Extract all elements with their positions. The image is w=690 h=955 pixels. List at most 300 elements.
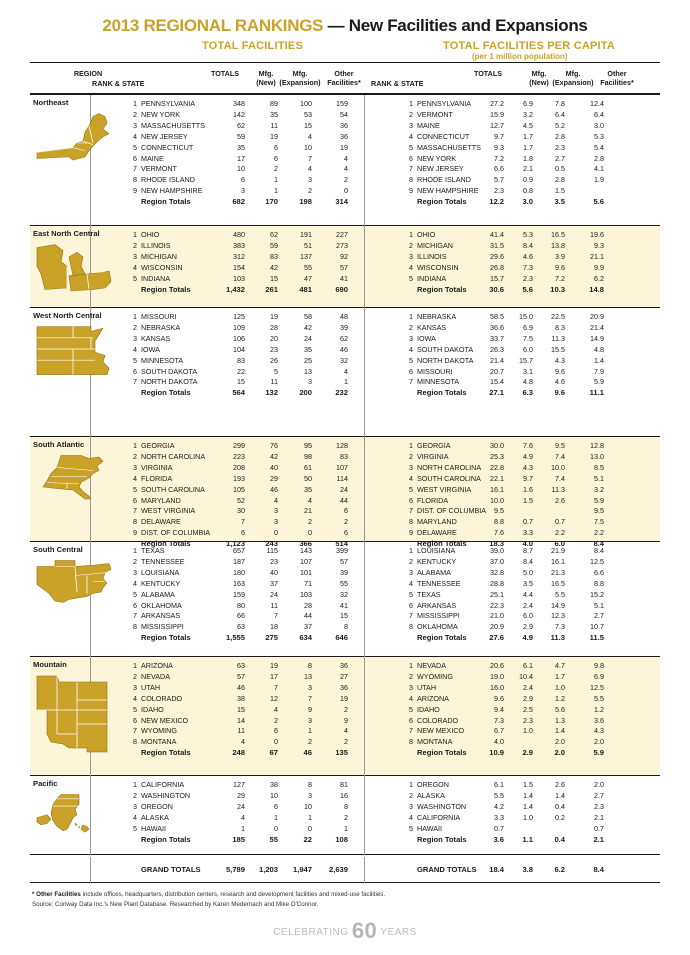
cell-value: 21 bbox=[304, 506, 312, 516]
cell-value: 8 bbox=[344, 622, 348, 632]
table-row bbox=[30, 506, 660, 517]
total-value: 27.6 bbox=[489, 633, 504, 643]
cell-value: 19 bbox=[270, 661, 278, 670]
state-name: WYOMING bbox=[417, 671, 453, 681]
rank-number: 6 bbox=[133, 715, 137, 725]
state-name: WEST VIRGINIA bbox=[417, 484, 472, 494]
cell-value: 57 bbox=[340, 556, 348, 566]
cell-value: 348 bbox=[233, 99, 245, 108]
cell-value: 7 bbox=[308, 693, 312, 703]
cell-value: 25 bbox=[304, 355, 312, 365]
footer-pre: CELEBRATING bbox=[273, 927, 352, 938]
state-name: DIST. OF COLUMBIA bbox=[141, 528, 211, 538]
cell-value: 4.3 bbox=[594, 726, 604, 736]
cell-value: 24 bbox=[270, 589, 278, 599]
cell-value: 21.1 bbox=[590, 251, 604, 261]
rank-number: 6 bbox=[133, 366, 137, 376]
state-name: NEW HAMPSHIRE bbox=[141, 186, 203, 196]
total-value: 11.5 bbox=[589, 633, 604, 643]
cell-value: 107 bbox=[336, 462, 348, 472]
total-value: 170 bbox=[265, 197, 278, 207]
cell-value: 0.2 bbox=[555, 812, 565, 822]
cell-value: 6 bbox=[274, 726, 278, 736]
grand-totals-label: GRAND TOTALS bbox=[417, 865, 477, 874]
cell-value: 4.3 bbox=[523, 462, 533, 472]
cell-value: 46 bbox=[270, 484, 278, 494]
grand-total-value: 3.8 bbox=[522, 865, 533, 874]
total-value: 2.9 bbox=[522, 748, 533, 758]
cell-value: 7.3 bbox=[523, 262, 533, 272]
cell-value: 9.7 bbox=[494, 131, 504, 141]
rank-number: 8 bbox=[133, 175, 137, 185]
cell-value: 6.6 bbox=[494, 164, 504, 174]
cell-value: 16.0 bbox=[490, 682, 504, 692]
region-block-south-central bbox=[30, 542, 660, 657]
cell-value: 58 bbox=[304, 312, 312, 321]
cell-value: 16.5 bbox=[551, 230, 565, 239]
state-name: CALIFORNIA bbox=[417, 812, 461, 822]
cell-value: 2.8 bbox=[594, 153, 604, 163]
state-name: NEW JERSEY bbox=[417, 164, 464, 174]
state-name: MONTANA bbox=[141, 737, 177, 747]
cell-value: 39.0 bbox=[490, 546, 504, 555]
cell-value: 4 bbox=[344, 164, 348, 174]
cell-value: 1.2 bbox=[594, 704, 604, 714]
cell-value: 107 bbox=[300, 556, 312, 566]
table-row bbox=[30, 230, 660, 241]
cell-value: 5.5 bbox=[555, 589, 565, 599]
cell-value: 61 bbox=[304, 462, 312, 472]
cell-value: 5.3 bbox=[594, 131, 604, 141]
table-row bbox=[30, 802, 660, 813]
cell-value: 20.6 bbox=[490, 661, 504, 670]
region-name: East North Central bbox=[33, 229, 100, 238]
total-value: 564 bbox=[232, 388, 245, 398]
total-value: 10.9 bbox=[489, 748, 504, 758]
rank-number: 4 bbox=[133, 578, 137, 588]
table-row bbox=[30, 737, 660, 748]
state-name: COLORADO bbox=[141, 693, 183, 703]
cell-value: 1.4 bbox=[555, 726, 565, 736]
right-section-title: TOTAL FACILITIES PER CAPITA bbox=[443, 40, 616, 52]
region-divider bbox=[30, 854, 660, 855]
cell-value: 37.0 bbox=[490, 556, 504, 566]
cell-value: 24 bbox=[304, 333, 312, 343]
cell-value: 3 bbox=[274, 517, 278, 527]
cell-value: 4 bbox=[241, 812, 245, 822]
state-name: WISCONSIN bbox=[417, 262, 459, 272]
state-name: KANSAS bbox=[141, 333, 171, 343]
rank-number: 1 bbox=[133, 546, 137, 555]
cell-value: 15 bbox=[304, 120, 312, 130]
cell-value: 103 bbox=[300, 589, 312, 599]
cell-value: 1 bbox=[274, 186, 278, 196]
cell-value: 40 bbox=[270, 462, 278, 472]
cell-value: 19.6 bbox=[590, 230, 604, 239]
cell-value: 12.5 bbox=[590, 556, 604, 566]
header-rank-state-left: RANK & STATE bbox=[92, 79, 145, 88]
rank-number: 1 bbox=[133, 441, 137, 450]
state-name: KENTUCKY bbox=[141, 578, 181, 588]
total-value: 634 bbox=[299, 633, 312, 643]
cell-value: 2.1 bbox=[523, 164, 533, 174]
cell-value: 55 bbox=[304, 262, 312, 272]
cell-value: 1.7 bbox=[555, 671, 565, 681]
rank-number: 5 bbox=[133, 142, 137, 152]
cell-value: 15.5 bbox=[551, 344, 565, 354]
cell-value: 8 bbox=[308, 661, 312, 670]
cell-value: 127 bbox=[233, 780, 245, 789]
cell-value: 2.0 bbox=[594, 780, 604, 789]
cell-value: 8.7 bbox=[523, 546, 533, 555]
region-totals-row bbox=[30, 633, 660, 644]
state-name: VERMONT bbox=[141, 164, 177, 174]
cell-value: 32 bbox=[340, 589, 348, 599]
table-row bbox=[30, 716, 660, 727]
rank-number: 7 bbox=[133, 164, 137, 174]
cell-value: 16.5 bbox=[551, 578, 565, 588]
cell-value: 4.8 bbox=[594, 344, 604, 354]
total-value: 12.2 bbox=[489, 197, 504, 207]
cell-value: 31.5 bbox=[490, 240, 504, 250]
grand-totals-rule bbox=[30, 882, 660, 884]
cell-value: 8.4 bbox=[523, 240, 533, 250]
cell-value: 9 bbox=[308, 704, 312, 714]
state-name: TENNESSEE bbox=[141, 556, 185, 566]
cell-value: 0.7 bbox=[594, 823, 604, 833]
state-name: GEORGIA bbox=[417, 441, 451, 450]
cell-value: 53 bbox=[304, 109, 312, 119]
total-value: 232 bbox=[335, 388, 348, 398]
cell-value: 4 bbox=[274, 495, 278, 505]
rank-number: 4 bbox=[409, 693, 413, 703]
cell-value: 1.4 bbox=[555, 790, 565, 800]
state-name: OHIO bbox=[141, 230, 160, 239]
state-name: KANSAS bbox=[417, 322, 447, 332]
rank-number: 4 bbox=[133, 812, 137, 822]
table-row bbox=[30, 110, 660, 121]
cell-value: 1.4 bbox=[523, 801, 533, 811]
region-totals-row bbox=[30, 835, 660, 846]
table-row bbox=[30, 474, 660, 485]
table-row bbox=[30, 672, 660, 683]
cell-value: 0 bbox=[308, 823, 312, 833]
cell-value: 6 bbox=[241, 175, 245, 185]
celebrating-footer bbox=[0, 918, 690, 944]
cell-value: 9.3 bbox=[494, 142, 504, 152]
cell-value: 1 bbox=[308, 726, 312, 736]
total-value: 1,555 bbox=[225, 633, 245, 643]
cell-value: 657 bbox=[233, 546, 245, 555]
cell-value: 2.6 bbox=[555, 780, 565, 789]
rank-number: 8 bbox=[409, 175, 413, 185]
cell-value: 35 bbox=[304, 344, 312, 354]
rank-number: 4 bbox=[133, 693, 137, 703]
state-name: SOUTH DAKOTA bbox=[417, 344, 474, 354]
cell-value: 13 bbox=[304, 366, 312, 376]
cell-value: 62 bbox=[270, 230, 278, 239]
table-row bbox=[30, 99, 660, 110]
state-name: MINNESOTA bbox=[141, 355, 184, 365]
state-name: IDAHO bbox=[141, 704, 164, 714]
rank-number: 5 bbox=[133, 355, 137, 365]
cell-value: 143 bbox=[300, 546, 312, 555]
cell-value: 7.5 bbox=[594, 517, 604, 527]
rank-number: 3 bbox=[409, 801, 413, 811]
total-value: 690 bbox=[335, 284, 348, 294]
cell-value: 24 bbox=[340, 484, 348, 494]
cell-value: 137 bbox=[300, 251, 312, 261]
cell-value: 12.4 bbox=[590, 99, 604, 108]
cell-value: 29.6 bbox=[490, 251, 504, 261]
cell-value: 159 bbox=[233, 589, 245, 599]
state-name: NEW YORK bbox=[417, 153, 457, 163]
cell-value: 2 bbox=[344, 517, 348, 527]
cell-value: 52 bbox=[237, 495, 245, 505]
cell-value: 9.6 bbox=[494, 693, 504, 703]
table-row bbox=[30, 323, 660, 334]
header-rank-state-right: RANK & STATE bbox=[371, 79, 424, 88]
state-name: FLORIDA bbox=[141, 473, 173, 483]
cell-value: 15 bbox=[237, 704, 245, 714]
total-value: 1.1 bbox=[522, 834, 533, 844]
rank-number: 2 bbox=[409, 556, 413, 566]
state-name: IOWA bbox=[417, 333, 436, 343]
cell-value: 36 bbox=[340, 661, 348, 670]
cell-value: 9.5 bbox=[555, 441, 565, 450]
cell-value: 8.5 bbox=[594, 462, 604, 472]
cell-value: 7.4 bbox=[555, 473, 565, 483]
cell-value: 11 bbox=[270, 600, 278, 610]
region-block-east-north-central bbox=[30, 226, 660, 308]
cell-value: 223 bbox=[233, 451, 245, 461]
total-value: 4.0 bbox=[522, 539, 533, 549]
table-row bbox=[30, 241, 660, 252]
cell-value: 15 bbox=[340, 611, 348, 621]
total-value: 14.8 bbox=[589, 284, 604, 294]
header-other-1-left: Other bbox=[334, 69, 354, 78]
cell-value: 2 bbox=[308, 186, 312, 196]
state-name: ARKANSAS bbox=[417, 600, 457, 610]
state-name: DELAWARE bbox=[141, 517, 181, 527]
region-totals-label: Region Totals bbox=[141, 284, 191, 294]
region-totals-label: Region Totals bbox=[141, 748, 191, 758]
table-row bbox=[30, 568, 660, 579]
region-totals-label: Region Totals bbox=[141, 834, 191, 844]
rank-number: 1 bbox=[409, 441, 413, 450]
state-name: MICHIGAN bbox=[141, 251, 177, 261]
header-mfg-exp-2-right: (Expansion) bbox=[552, 78, 594, 87]
cell-value: 187 bbox=[233, 556, 245, 566]
state-name: TEXAS bbox=[141, 546, 165, 555]
cell-value: 7.5 bbox=[523, 333, 533, 343]
table-row bbox=[30, 546, 660, 557]
total-value: 67 bbox=[269, 748, 278, 758]
header-region: REGION bbox=[73, 69, 103, 78]
cell-value: 0.7 bbox=[555, 517, 565, 527]
cell-value: 5.1 bbox=[594, 473, 604, 483]
cell-value: 4.0 bbox=[494, 737, 504, 747]
total-value: 55 bbox=[269, 834, 278, 844]
total-value: 5.6 bbox=[593, 197, 604, 207]
cell-value: 3.2 bbox=[594, 484, 604, 494]
cell-value: 2.7 bbox=[594, 790, 604, 800]
cell-value: 1.4 bbox=[523, 790, 533, 800]
table-row bbox=[30, 496, 660, 507]
table-row bbox=[30, 661, 660, 672]
cell-value: 0 bbox=[274, 823, 278, 833]
rank-number: 2 bbox=[409, 322, 413, 332]
source-note: Source: Conway Data Inc.'s New Plant Database. Researched by Karen Medernach and Mike O'Connor. bbox=[32, 901, 319, 908]
header-other-2-left: Facilities* bbox=[327, 78, 361, 87]
cell-value: 8.8 bbox=[494, 517, 504, 527]
cell-value: 22.1 bbox=[490, 473, 504, 483]
region-name: Pacific bbox=[33, 779, 58, 788]
cell-value: 2 bbox=[344, 175, 348, 185]
cell-value: 55 bbox=[340, 578, 348, 588]
cell-value: 1 bbox=[274, 812, 278, 822]
cell-value: 33.7 bbox=[490, 333, 504, 343]
cell-value: 2.3 bbox=[594, 801, 604, 811]
rank-number: 7 bbox=[409, 506, 413, 516]
table-row bbox=[30, 263, 660, 274]
region-totals-label: Region Totals bbox=[417, 748, 467, 758]
cell-value: 2.3 bbox=[555, 142, 565, 152]
cell-value: 9 bbox=[344, 715, 348, 725]
state-name: NEW MEXICO bbox=[141, 715, 189, 725]
rank-number: 2 bbox=[409, 451, 413, 461]
table-row bbox=[30, 175, 660, 186]
title-highlight: 2013 REGIONAL RANKINGS bbox=[102, 16, 324, 35]
cell-value: 39 bbox=[340, 322, 348, 332]
header-other-2-right: Facilities* bbox=[600, 78, 634, 87]
cell-value: 4.6 bbox=[523, 251, 533, 261]
state-name: WASHINGTON bbox=[417, 801, 467, 811]
region-totals-label: Region Totals bbox=[141, 539, 191, 549]
cell-value: 1.9 bbox=[594, 175, 604, 185]
total-value: 275 bbox=[265, 633, 278, 643]
table-row bbox=[30, 705, 660, 716]
cell-value: 106 bbox=[233, 333, 245, 343]
total-value: 0.4 bbox=[554, 834, 565, 844]
cell-value: 2.2 bbox=[594, 528, 604, 538]
state-name: DIST. OF COLUMBIA bbox=[417, 506, 487, 516]
cell-value: 7.9 bbox=[594, 366, 604, 376]
state-name: MINNESOTA bbox=[417, 377, 460, 387]
cell-value: 37 bbox=[270, 578, 278, 588]
cell-value: 2.3 bbox=[494, 186, 504, 196]
table-row bbox=[30, 154, 660, 165]
cell-value: 11.3 bbox=[551, 333, 565, 343]
cell-value: 36.6 bbox=[490, 322, 504, 332]
cell-value: 63 bbox=[237, 661, 245, 670]
rank-number: 4 bbox=[409, 131, 413, 141]
grand-total-value: 18.4 bbox=[489, 865, 504, 874]
cell-value: 3.9 bbox=[555, 251, 565, 261]
cell-value: 2.8 bbox=[555, 175, 565, 185]
cell-value: 2 bbox=[308, 517, 312, 527]
cell-value: 32 bbox=[340, 355, 348, 365]
cell-value: 163 bbox=[233, 578, 245, 588]
cell-value: 6.9 bbox=[594, 671, 604, 681]
state-name: NEW MEXICO bbox=[417, 726, 465, 736]
cell-value: 103 bbox=[233, 273, 245, 283]
cell-value: 2.1 bbox=[594, 812, 604, 822]
header-mfg-new-2-left: (New) bbox=[256, 78, 276, 87]
cell-value: 1.0 bbox=[555, 682, 565, 692]
grand-totals-label: GRAND TOTALS bbox=[141, 865, 201, 874]
region-name: Mountain bbox=[33, 660, 67, 669]
rank-number: 5 bbox=[409, 704, 413, 714]
rank-number: 4 bbox=[133, 473, 137, 483]
footnote-text: include offices, headquarters, distribution centers, research and development facilities and mixed-use facilities. bbox=[80, 891, 386, 898]
cell-value: 2.4 bbox=[523, 600, 533, 610]
cell-value: 6.0 bbox=[523, 344, 533, 354]
cell-value: 9.7 bbox=[523, 473, 533, 483]
header-bottom-rule bbox=[30, 93, 660, 95]
cell-value: 41 bbox=[340, 273, 348, 283]
table-row bbox=[30, 312, 660, 323]
cell-value: 6 bbox=[241, 528, 245, 538]
cell-value: 19 bbox=[340, 693, 348, 703]
total-value: 30.6 bbox=[489, 284, 504, 294]
cell-value: 383 bbox=[233, 240, 245, 250]
cell-value: 20.9 bbox=[490, 622, 504, 632]
footnote bbox=[32, 890, 662, 910]
rank-number: 3 bbox=[133, 251, 137, 261]
rank-number: 6 bbox=[133, 495, 137, 505]
total-value: 18.3 bbox=[489, 539, 504, 549]
cell-value: 92 bbox=[340, 251, 348, 261]
total-value: 2.0 bbox=[554, 748, 565, 758]
cell-value: 3 bbox=[308, 682, 312, 692]
cell-value: 2.5 bbox=[523, 704, 533, 714]
total-value: 185 bbox=[232, 834, 245, 844]
cell-value: 40 bbox=[270, 567, 278, 577]
cell-value: 1 bbox=[308, 812, 312, 822]
rank-number: 8 bbox=[409, 622, 413, 632]
cell-value: 2.4 bbox=[523, 682, 533, 692]
cell-value: 62 bbox=[237, 120, 245, 130]
cell-value: 21.3 bbox=[551, 567, 565, 577]
state-name: MISSOURI bbox=[417, 366, 453, 376]
state-name: RHODE ISLAND bbox=[417, 175, 471, 185]
total-value: 5.6 bbox=[522, 284, 533, 294]
cell-value: 1.7 bbox=[523, 131, 533, 141]
cell-value: 62 bbox=[340, 333, 348, 343]
rank-number: 1 bbox=[133, 780, 137, 789]
state-name: RHODE ISLAND bbox=[141, 175, 195, 185]
cell-value: 0 bbox=[308, 528, 312, 538]
rank-number: 7 bbox=[133, 506, 137, 516]
cell-value: 4 bbox=[344, 726, 348, 736]
region-block-mountain bbox=[30, 657, 660, 776]
state-name: INDIANA bbox=[141, 273, 171, 283]
cell-value: 3.3 bbox=[494, 812, 504, 822]
region-totals-row bbox=[30, 197, 660, 208]
cell-value: 21.4 bbox=[590, 322, 604, 332]
region-totals-row bbox=[30, 285, 660, 296]
cell-value: 80 bbox=[237, 600, 245, 610]
cell-value: 15 bbox=[237, 377, 245, 387]
rank-number: 2 bbox=[133, 556, 137, 566]
table-row bbox=[30, 377, 660, 388]
total-value: 22 bbox=[303, 834, 312, 844]
state-name: NORTH CAROLINA bbox=[141, 451, 206, 461]
cell-value: 4 bbox=[344, 153, 348, 163]
state-name: NEW YORK bbox=[141, 109, 181, 119]
cell-value: 83 bbox=[270, 251, 278, 261]
